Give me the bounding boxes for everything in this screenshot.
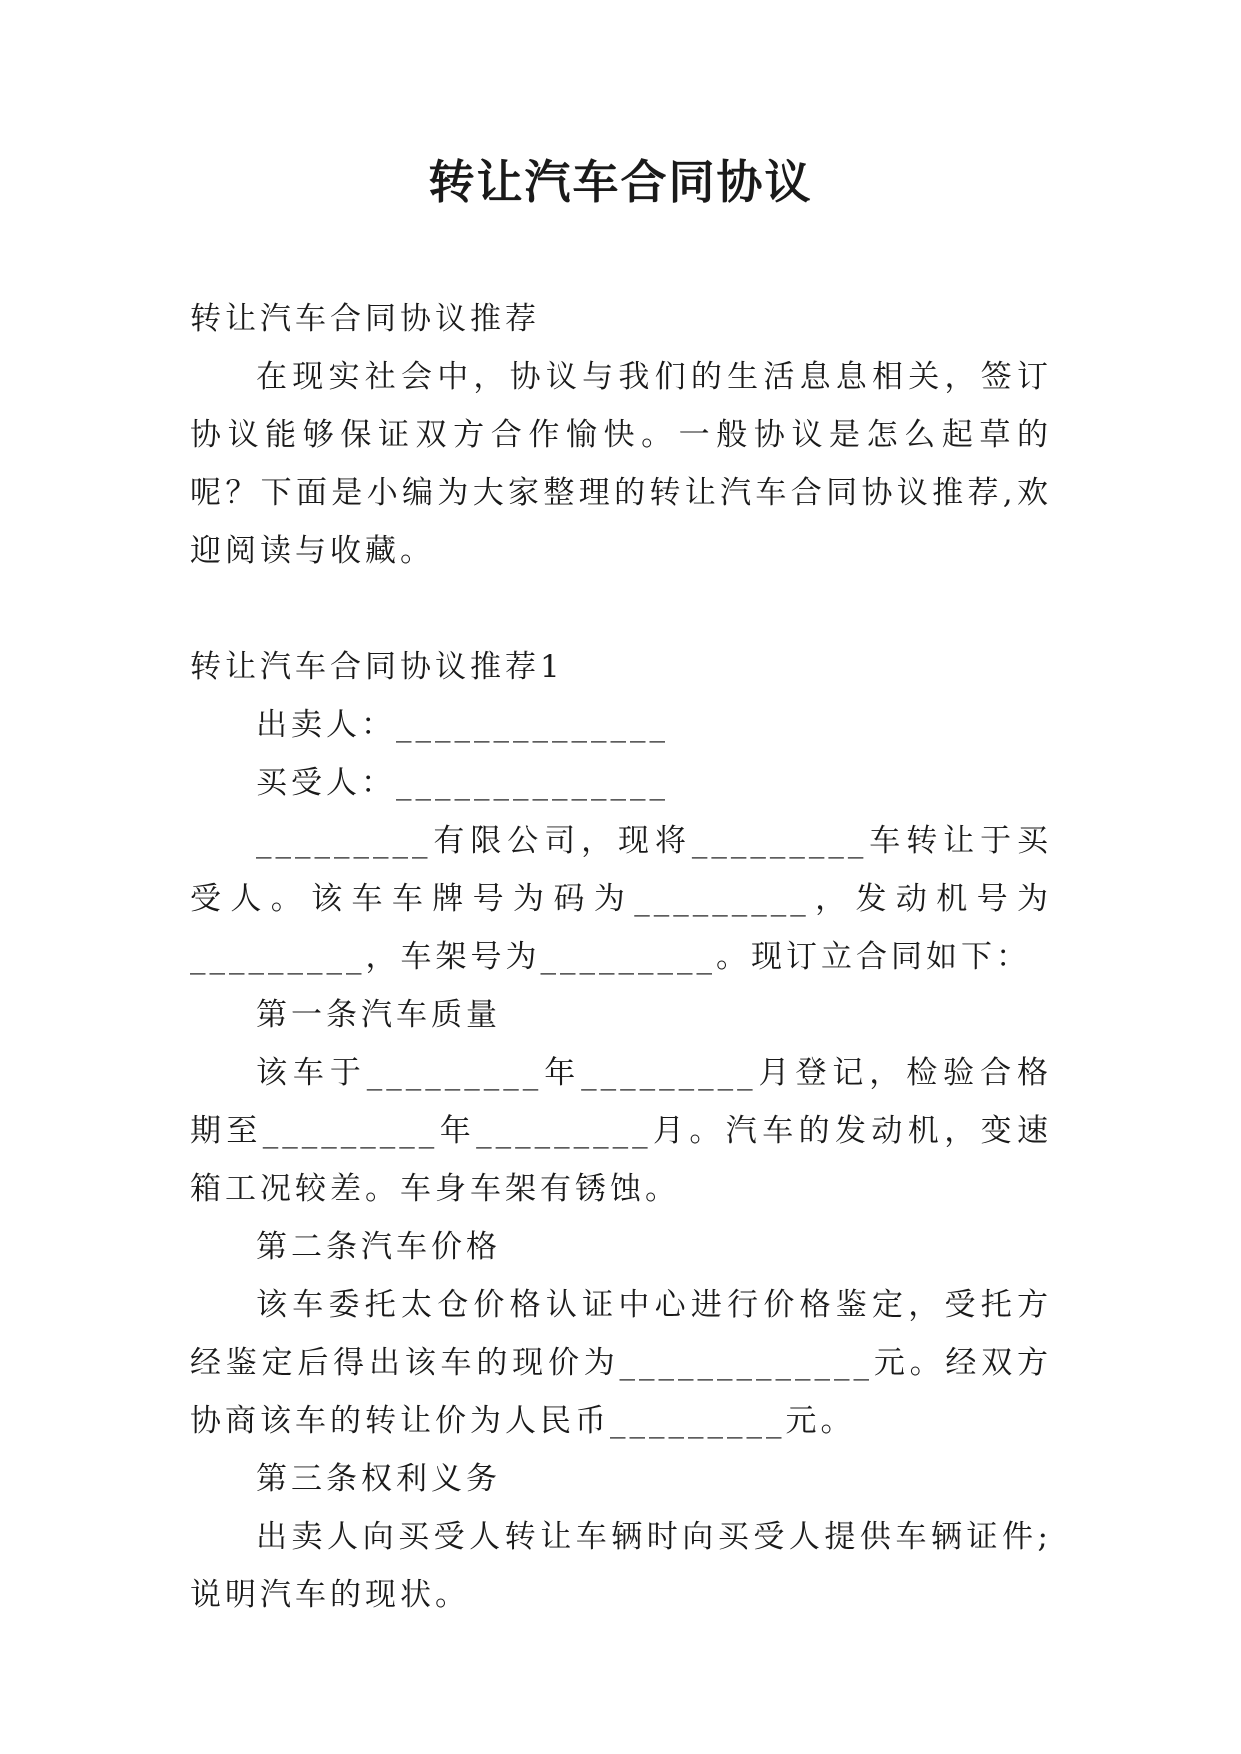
article-2-heading: 第二条汽车价格 bbox=[256, 1229, 501, 1265]
section-heading-contract-1: 转让汽车合同协议推荐1 bbox=[190, 649, 564, 685]
article-3-heading: 第三条权利义务 bbox=[256, 1461, 501, 1497]
buyer-line: 买受人：______________ bbox=[256, 765, 669, 801]
article-3-paragraph: 出卖人向买受人转让车辆时向买受人提供车辆证件;说明汽车的现状。 bbox=[190, 1519, 1052, 1613]
intro-paragraph: 在现实社会中，协议与我们的生活息息相关，签订协议能够保证双方合作愉快。一般协议是怎么起草的呢？下面是小编为大家整理的转让汽车合同协议推荐,欢迎阅读与收藏。 bbox=[190, 359, 1052, 569]
document-body bbox=[190, 290, 1052, 1624]
article-1-heading: 第一条汽车质量 bbox=[256, 997, 501, 1033]
section-heading-intro: 转让汽车合同协议推荐 bbox=[190, 301, 540, 337]
article-2-paragraph: 该车委托太仓价格认证中心进行价格鉴定，受托方经鉴定后得出该车的现价为_____________元。经双方协商该车的转让价为人民币_________元。 bbox=[190, 1287, 1052, 1439]
seller-line: 出卖人：______________ bbox=[256, 707, 669, 743]
document-title: 转让汽车合同协议 bbox=[428, 155, 813, 209]
article-1-paragraph: 该车于_________年_________月登记，检验合格期至_________年_________月。汽车的发动机，变速箱工况较差。车身车架有锈蚀。 bbox=[190, 1055, 1052, 1207]
transfer-paragraph: _________有限公司，现将_________车转让于买受人。该车车牌号为码为_________，发动机号为_________，车架号为_________。现订立合同如下： bbox=[190, 823, 1052, 975]
